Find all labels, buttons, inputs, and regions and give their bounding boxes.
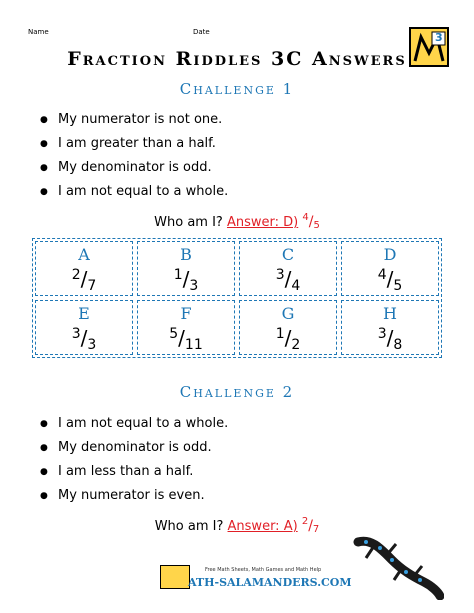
fraction-grid: [32, 238, 442, 358]
grid-cell-f: F $^5/_{11}$: [137, 300, 235, 355]
clue-item: ● I am greater than a half.: [40, 132, 228, 156]
grade-number: 3: [435, 31, 443, 44]
footer-logo-badge: [160, 565, 190, 589]
answer-label: Answer: D): [226, 215, 299, 230]
page-title: Fraction Riddles 3C Answers: [67, 48, 407, 70]
challenge-1-clues: [40, 108, 228, 204]
challenge-2-clues: [40, 412, 228, 508]
grid-cell-d: D $^4/_5$: [341, 241, 439, 296]
clue-item: ● I am not equal to a whole.: [40, 180, 228, 204]
clue-item: ● I am not equal to a whole.: [40, 412, 228, 436]
answer-fraction: $^2$/7: [301, 516, 320, 535]
challenge-1-question-line: [0, 212, 474, 231]
salamander-icon: [352, 532, 444, 600]
date-label: Date: [193, 28, 210, 36]
grid-cell-a: A $^2/_7$: [35, 241, 133, 296]
name-label: Name: [28, 28, 49, 36]
grid-cell-h: H $^3/_8$: [341, 300, 439, 355]
challenge-2-heading: Challenge 2: [179, 383, 295, 401]
answer-fraction: $^4$/5: [302, 212, 320, 231]
answer-label: Answer: A): [227, 519, 298, 534]
grid-cell-e: E $^3/_3$: [35, 300, 133, 355]
grid-cell-b: B $^1/_3$: [137, 241, 235, 296]
clue-item: ● My numerator is even.: [40, 484, 228, 508]
footer-tagline: Free Math Sheets, Math Games and Math Help: [205, 567, 322, 573]
clue-item: ● My denominator is odd.: [40, 436, 228, 460]
grid-cell-c: C $^3/_4$: [239, 241, 337, 296]
clue-item: ● My denominator is odd.: [40, 156, 228, 180]
footer-site-name: ATH-SALAMANDERS.COM: [188, 576, 352, 589]
question-text: Who am I?: [154, 519, 224, 534]
clue-item: ● I am less than a half.: [40, 460, 228, 484]
grid-cell-g: G $^1/_2$: [239, 300, 337, 355]
question-text: Who am I?: [154, 215, 223, 230]
clue-item: ● My numerator is not one.: [40, 108, 228, 132]
challenge-1-heading: Challenge 1: [179, 80, 295, 98]
